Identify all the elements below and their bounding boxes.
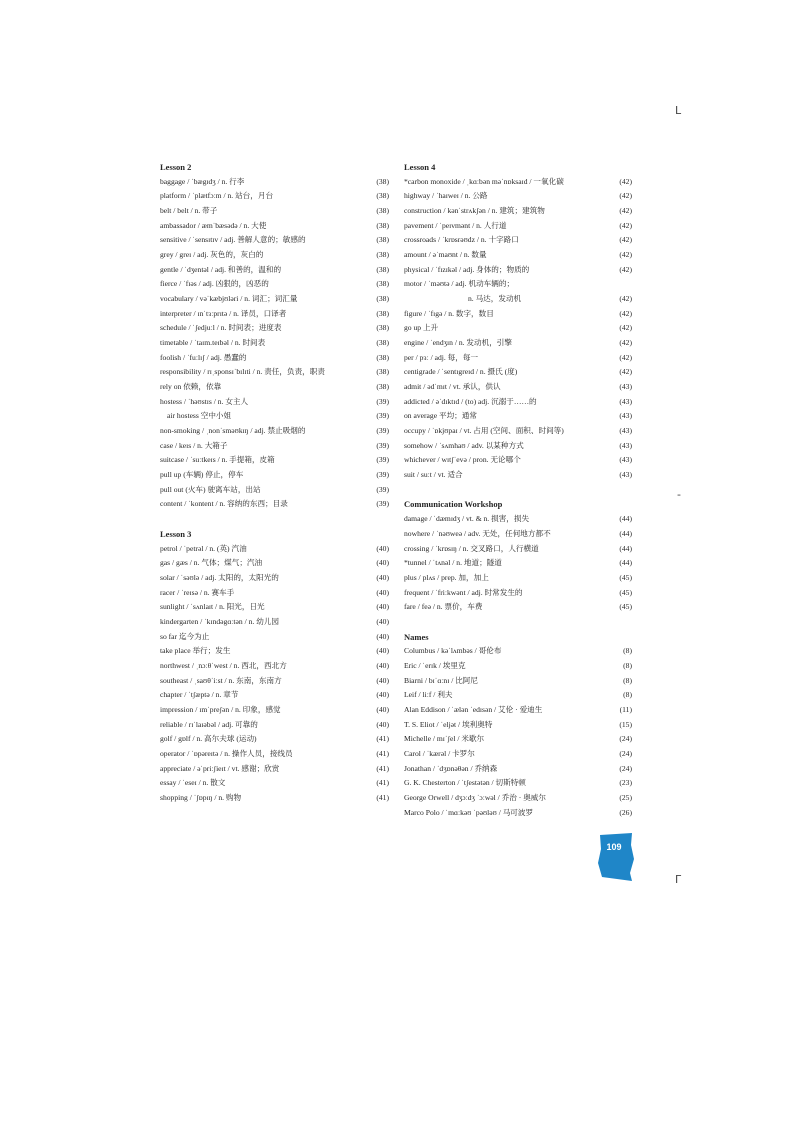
entry-text: case / keɪs / n. 大箱子 [160, 440, 228, 450]
entry-page-ref: (39) [376, 411, 389, 421]
entry-page-ref: (40) [376, 646, 389, 656]
entry-page-ref: (43) [619, 382, 632, 392]
glossary-entry [404, 321, 632, 336]
glossary-entry [160, 175, 389, 190]
entry-page-ref: (40) [376, 631, 389, 641]
glossary-entry [404, 776, 632, 791]
entry-text: figure / ˈfɪgə / n. 数字，数目 [404, 308, 494, 318]
entry-page-ref: (38) [376, 235, 389, 245]
glossary-entry [404, 365, 632, 380]
entry-page-ref: (39) [376, 426, 389, 436]
entry-text: pavement / ˈpeɪvmənt / n. 人行道 [404, 220, 507, 230]
glossary-entry [404, 204, 632, 219]
entry-text: pull out (火车) 驶离车站，出站 [160, 484, 261, 494]
glossary-entry [160, 732, 389, 747]
glossary-entry [404, 674, 632, 689]
glossary-entry [160, 703, 389, 718]
entry-text: centigrade / ˈsentɪgreɪd / n. 摄氏 (度) [404, 367, 518, 377]
glossary-entry [160, 747, 389, 762]
entry-page-ref: (44) [619, 558, 632, 568]
names-entries [404, 644, 632, 820]
entry-text: ambassador / æmˈbæsədə / n. 大使 [160, 220, 267, 230]
entry-text: rely on 依赖，依靠 [160, 382, 222, 392]
entry-text: Eric / ˈerɪk / 埃里克 [404, 660, 466, 670]
entry-page-ref: (41) [376, 748, 389, 758]
entry-page-ref: (43) [619, 426, 632, 436]
entry-text: damage / ˈdæmɪdʒ / vt. & n. 损害，损失 [404, 514, 530, 524]
entry-text: nowhere / ˈnəʊweə / adv. 无处，任何地方都不 [404, 528, 551, 538]
glossary-entry [160, 248, 389, 263]
glossary-entry [160, 189, 389, 204]
entry-text: T. S. Eliot / ˈeljət / 埃利奥特 [404, 719, 493, 729]
glossary-entry [404, 762, 632, 777]
entry-page-ref: (42) [619, 191, 632, 201]
glossary-entry [160, 351, 389, 366]
entry-text: take place 举行；发生 [160, 646, 231, 656]
glossary-entry [404, 571, 632, 586]
entry-page-ref: (42) [619, 352, 632, 362]
entry-page-ref: (8) [623, 660, 632, 670]
entry-text: reliable / rɪˈlaɪəbəl / adj. 可靠的 [160, 719, 258, 729]
entry-text: on average 平均；通常 [404, 411, 477, 421]
entry-page-ref: (40) [376, 660, 389, 670]
glossary-entry [404, 718, 632, 733]
glossary-entry [404, 336, 632, 351]
entry-page-ref: (40) [376, 616, 389, 626]
entry-text: addicted / əˈdɪktɪd / (to) adj. 沉溺于……的 [404, 396, 537, 406]
entry-text: admit / ədˈmɪt / vt. 承认，供认 [404, 382, 501, 392]
entry-text: belt / belt / n. 带子 [160, 206, 218, 216]
glossary-entry [404, 307, 632, 322]
entry-text: motor / ˈməʊtə / adj. 机动车辆的； [404, 279, 515, 289]
entry-page-ref: (39) [376, 484, 389, 494]
entry-text: northwest / ˌnɔːθˈwest / n. 西北，西北方 [160, 660, 287, 670]
entry-text: occupy / ˈɒkjʊpaɪ / vt. 占用 (空间、面积、时间等) [404, 426, 564, 436]
entry-text: Biarni / bɪˈɑːnɪ / 比阿尼 [404, 675, 478, 685]
glossary-entry [404, 351, 632, 366]
glossary-entry [404, 175, 632, 190]
entry-page-ref: (23) [619, 778, 632, 788]
entry-text: suit / suːt / vt. 适合 [404, 470, 463, 480]
glossary-entry [404, 409, 632, 424]
glossary-entry [160, 688, 389, 703]
entry-page-ref: (40) [376, 704, 389, 714]
glossary-entry [160, 336, 389, 351]
glossary-entry [160, 439, 389, 454]
glossary-entry [404, 248, 632, 263]
entry-text: whichever / wɪtʃˈevə / pron. 无论哪个 [404, 455, 521, 465]
entry-page-ref: (42) [619, 220, 632, 230]
entry-text: Michelle / mɪˈʃel / 米歇尔 [404, 734, 485, 744]
glossary-entry [404, 791, 632, 806]
glossary-entry [160, 219, 389, 234]
entry-text: interpreter / ɪnˈtɜːprɪtə / n. 译员，口译者 [160, 308, 287, 318]
glossary-entry [160, 644, 389, 659]
entry-text: physical / ˈfɪzɪkəl / adj. 身体的；物质的 [404, 264, 530, 274]
entry-text: go up 上升 [404, 323, 439, 333]
glossary-entry [404, 277, 632, 292]
entry-text: per / pɜː / adj. 每，每一 [404, 352, 479, 362]
entry-page-ref: (40) [376, 602, 389, 612]
entry-page-ref: (45) [619, 587, 632, 597]
entry-text: somehow / ˈsʌmhaʊ / adv. 以某种方式 [404, 440, 524, 450]
entry-text: racer / ˈreɪsə / n. 赛车手 [160, 587, 235, 597]
glossary-entry [404, 688, 632, 703]
entry-text: southeast / ˌsaʊθˈiːst / n. 东南，东南方 [160, 675, 282, 685]
glossary-entry [160, 571, 389, 586]
entry-text: responsibility / rɪˌsponsɪˈbɪlɪti / n. 责任，负责，职责 [160, 367, 325, 377]
lesson-2-entries [160, 175, 389, 512]
entry-page-ref: (44) [619, 543, 632, 553]
glossary-entry [404, 468, 632, 483]
glossary-entry [404, 424, 632, 439]
entry-text: hostess / ˈhəʊstɪs / n. 女主人 [160, 396, 249, 406]
entry-text: petrol / ˈpetrəl / n. (英) 汽油 [160, 543, 247, 553]
crop-mark-bottom-right: Γ [675, 873, 682, 886]
entry-page-ref: (40) [376, 572, 389, 582]
entry-page-ref: (43) [619, 455, 632, 465]
glossary-entry [160, 776, 389, 791]
entry-page-ref: (38) [376, 338, 389, 348]
entry-page-ref: (38) [376, 352, 389, 362]
entry-text: timetable / ˈtaɪm.teɪbəl / n. 时间表 [160, 338, 266, 348]
entry-text: solar / ˈsəʊlə / adj. 太阳的，太阳光的 [160, 572, 279, 582]
entry-text: operator / ˈɒpəreɪtə / n. 操作人员，接线员 [160, 748, 293, 758]
glossary-entry [404, 233, 632, 248]
entry-page-ref: (42) [619, 338, 632, 348]
entry-text: vocabulary / vəˈkæbjʊləri / n. 词汇；词汇量 [160, 294, 298, 304]
entry-text: sensitive / ˈsensɪtɪv / adj. 善解人意的；敏感的 [160, 235, 306, 245]
entry-text: so far 迄今为止 [160, 631, 210, 641]
section-title-names: Names [404, 631, 429, 642]
entry-page-ref: (25) [619, 792, 632, 802]
entry-text: Columbus / kəˈlʌmbəs / 哥伦布 [404, 646, 502, 656]
entry-text: pull up (车辆) 停止，停车 [160, 470, 244, 480]
page-number-badge-icon [598, 833, 634, 881]
entry-text: non-smoking / ˌnonˈsməʊkɪŋ / adj. 禁止吸烟的 [160, 426, 306, 436]
entry-text: kindergarten / ˈkɪndəgɑːtən / n. 幼儿园 [160, 616, 279, 626]
entry-text: G. K. Chesterton / ˈtʃestətən / 切斯特顿 [404, 778, 526, 788]
glossary-entry [404, 395, 632, 410]
entry-page-ref: (38) [376, 250, 389, 260]
entry-text: essay / ˈeseɪ / n. 散文 [160, 778, 226, 788]
entry-page-ref: (38) [376, 220, 389, 230]
entry-text: golf / gɒlf / n. 高尔夫球 (运动) [160, 734, 257, 744]
entry-text: Leif / liːf / 利夫 [404, 690, 453, 700]
entry-text: chapter / ˈtʃæptə / n. 章节 [160, 690, 239, 700]
entry-text: suitcase / ˈsuːtkeɪs / n. 手提箱，皮箱 [160, 455, 275, 465]
entry-page-ref: (41) [376, 763, 389, 773]
entry-page-ref: (41) [376, 734, 389, 744]
entry-text: air hostess 空中小姐 [167, 411, 232, 421]
glossary-entry [160, 233, 389, 248]
entry-text: frequent / ˈfriːkwənt / adj. 时常发生的 [404, 587, 523, 597]
entry-text: baggage / ˈbægɪdʒ / n. 行李 [160, 176, 245, 186]
entry-text: Jonathan / ˈdʒɒnəθən / 乔纳森 [404, 763, 498, 773]
glossary-entry [404, 380, 632, 395]
entry-text: engine / ˈendʒɪn / n. 发动机，引擎 [404, 338, 512, 348]
glossary-entry [404, 586, 632, 601]
entry-page-ref: (8) [623, 646, 632, 656]
entry-text: amount / əˈmaʊnt / n. 数量 [404, 250, 487, 260]
glossary-entry [160, 791, 389, 806]
glossary-entry [160, 659, 389, 674]
glossary-entry [404, 453, 632, 468]
entry-page-ref: (42) [619, 264, 632, 274]
glossary-entry [404, 189, 632, 204]
entry-page-ref: (39) [376, 396, 389, 406]
entry-text: impression / ɪmˈpreʃən / n. 印象，感觉 [160, 704, 281, 714]
entry-text: sunlight / ˈsʌnlaɪt / n. 阳光，日光 [160, 602, 265, 612]
entry-page-ref: (38) [376, 367, 389, 377]
glossary-entry [404, 806, 632, 821]
entry-text: fare / feə / n. 票价，车费 [404, 602, 483, 612]
glossary-entry [404, 556, 632, 571]
glossary-entry [160, 483, 389, 498]
lesson-4-entries [404, 175, 632, 483]
glossary-entry [160, 380, 389, 395]
glossary-entry [160, 424, 389, 439]
glossary-entry [404, 644, 632, 659]
glossary-entry [160, 292, 389, 307]
entry-page-ref: (42) [619, 308, 632, 318]
entry-page-ref: (40) [376, 558, 389, 568]
entry-page-ref: (40) [376, 587, 389, 597]
entry-text: gas / gæs / n. 气体；煤气；汽油 [160, 558, 263, 568]
entry-text: crossroads / ˈkrɒsrəʊdz / n. 十字路口 [404, 235, 519, 245]
glossary-entry [404, 292, 632, 307]
lesson-3-entries [160, 542, 389, 806]
entry-page-ref: (24) [619, 734, 632, 744]
entry-page-ref: (43) [619, 396, 632, 406]
glossary-entry [160, 674, 389, 689]
entry-text: n. 马达，发动机 [468, 294, 522, 304]
entry-page-ref: (26) [619, 807, 632, 817]
entry-page-ref: (38) [376, 264, 389, 274]
entry-text: appreciate / əˈpriːʃieɪt / vt. 感谢；欣赏 [160, 763, 280, 773]
entry-page-ref: (38) [376, 323, 389, 333]
right-column [404, 160, 632, 820]
glossary-entry [404, 732, 632, 747]
entry-page-ref: (39) [376, 455, 389, 465]
glossary-entry [160, 365, 389, 380]
glossary-entry [404, 512, 632, 527]
entry-page-ref: (44) [619, 514, 632, 524]
entry-page-ref: (38) [376, 191, 389, 201]
entry-page-ref: (41) [376, 792, 389, 802]
entry-page-ref: (42) [619, 250, 632, 260]
glossary-entry [160, 615, 389, 630]
glossary-entry [404, 527, 632, 542]
glossary-entry [404, 439, 632, 454]
glossary-entry [404, 600, 632, 615]
glossary-entry [404, 219, 632, 234]
entry-text: construction / kənˈstrʌkʃən / n. 建筑；建筑物 [404, 206, 545, 216]
entry-text: schedule / ˈʃedjuːl / n. 时间表；进度表 [160, 323, 282, 333]
entry-text: highway / ˈhaɪweɪ / n. 公路 [404, 191, 488, 201]
entry-page-ref: (11) [619, 704, 632, 714]
glossary-entry [160, 586, 389, 601]
entry-page-ref: (42) [619, 294, 632, 304]
entry-text: shopping / ˈʃɒpɪŋ / n. 购物 [160, 792, 242, 802]
entry-page-ref: (42) [619, 367, 632, 377]
entry-page-ref: (8) [623, 675, 632, 685]
entry-text: plus / plʌs / prep. 加，加上 [404, 572, 489, 582]
entry-page-ref: (8) [623, 690, 632, 700]
entry-text: Alan Eddison / ˈælən ˈedɪsən / 艾伦 · 爱迪生 [404, 704, 543, 714]
badge-shape [598, 833, 634, 881]
entry-page-ref: (38) [376, 382, 389, 392]
left-column [160, 160, 389, 806]
glossary-entry [160, 453, 389, 468]
entry-page-ref: (38) [376, 294, 389, 304]
section-title-communication-workshop: Communication Workshop [404, 499, 503, 510]
entry-page-ref: (40) [376, 543, 389, 553]
glossary-entry [404, 747, 632, 762]
glossary-entry [160, 630, 389, 645]
entry-text: *carbon monoxide / ˌkɑːbən məˈnɒksaɪd / 一氧化碳 [404, 176, 564, 186]
entry-text: Marco Polo / ˈmɑːkəʊ ˈpəʊləʊ / 马可波罗 [404, 807, 534, 817]
glossary-entry [160, 277, 389, 292]
workshop-entries [404, 512, 632, 615]
crop-mark-mid-right: - [677, 488, 681, 501]
section-title-lesson-4: Lesson 4 [404, 162, 436, 172]
entry-page-ref: (42) [619, 323, 632, 333]
entry-page-ref: (42) [619, 206, 632, 216]
entry-text: George Orwell / dʒɔːdʒ ˈɔːwəl / 乔治 · 奥威尔 [404, 792, 546, 802]
glossary-entry [160, 542, 389, 557]
entry-page-ref: (39) [376, 499, 389, 509]
glossary-entry [160, 409, 389, 424]
entry-text: Carol / ˈkærəl / 卡罗尔 [404, 748, 475, 758]
entry-page-ref: (41) [376, 778, 389, 788]
entry-page-ref: (45) [619, 602, 632, 612]
page-number: 109 [606, 842, 622, 852]
entry-text: platform / ˈplætfɔːm / n. 站台，月台 [160, 191, 274, 201]
entry-page-ref: (24) [619, 763, 632, 773]
entry-page-ref: (39) [376, 440, 389, 450]
glossary-entry [404, 542, 632, 557]
entry-page-ref: (40) [376, 719, 389, 729]
entry-page-ref: (39) [376, 470, 389, 480]
glossary-entry [404, 703, 632, 718]
entry-page-ref: (38) [376, 206, 389, 216]
glossary-entry [160, 762, 389, 777]
entry-page-ref: (38) [376, 279, 389, 289]
entry-text: foolish / ˈfuːlɪʃ / adj. 愚蠢的 [160, 352, 247, 362]
glossary-entry [160, 600, 389, 615]
entry-text: grey / greɪ / adj. 灰色的，灰白的 [160, 250, 264, 260]
entry-page-ref: (24) [619, 748, 632, 758]
glossary-entry [160, 204, 389, 219]
glossary-entry [160, 718, 389, 733]
entry-page-ref: (42) [619, 176, 632, 186]
entry-page-ref: (45) [619, 572, 632, 582]
entry-text: gentle / ˈdʒentəl / adj. 和善的，温和的 [160, 264, 282, 274]
glossary-entry [160, 307, 389, 322]
entry-page-ref: (40) [376, 675, 389, 685]
entry-page-ref: (43) [619, 470, 632, 480]
glossary-entry [160, 556, 389, 571]
entry-page-ref: (15) [619, 719, 632, 729]
section-title-lesson-3: Lesson 3 [160, 528, 192, 539]
entry-text: fierce / ˈfɪəs / adj. 凶狠的，凶恶的 [160, 279, 269, 289]
glossary-entry [160, 263, 389, 278]
entry-page-ref: (38) [376, 176, 389, 186]
entry-text: crossing / ˈkrɒsɪŋ / n. 交叉路口，人行横道 [404, 543, 539, 553]
section-title-lesson-2: Lesson 2 [160, 162, 192, 172]
entry-text: content / ˈkontent / n. 容纳的东西；目录 [160, 499, 288, 509]
entry-page-ref: (43) [619, 440, 632, 450]
entry-page-ref: (42) [619, 235, 632, 245]
entry-page-ref: (38) [376, 308, 389, 318]
glossary-entry [160, 395, 389, 410]
entry-page-ref: (43) [619, 411, 632, 421]
entry-text: *tunnel / ˈtʌnəl / n. 地道；隧道 [404, 558, 502, 568]
entry-page-ref: (44) [619, 528, 632, 538]
crop-mark-top-right: L [675, 104, 682, 117]
glossary-entry [404, 659, 632, 674]
glossary-entry [160, 321, 389, 336]
glossary-entry [160, 497, 389, 512]
glossary-entry [404, 263, 632, 278]
glossary-entry [160, 468, 389, 483]
entry-page-ref: (40) [376, 690, 389, 700]
